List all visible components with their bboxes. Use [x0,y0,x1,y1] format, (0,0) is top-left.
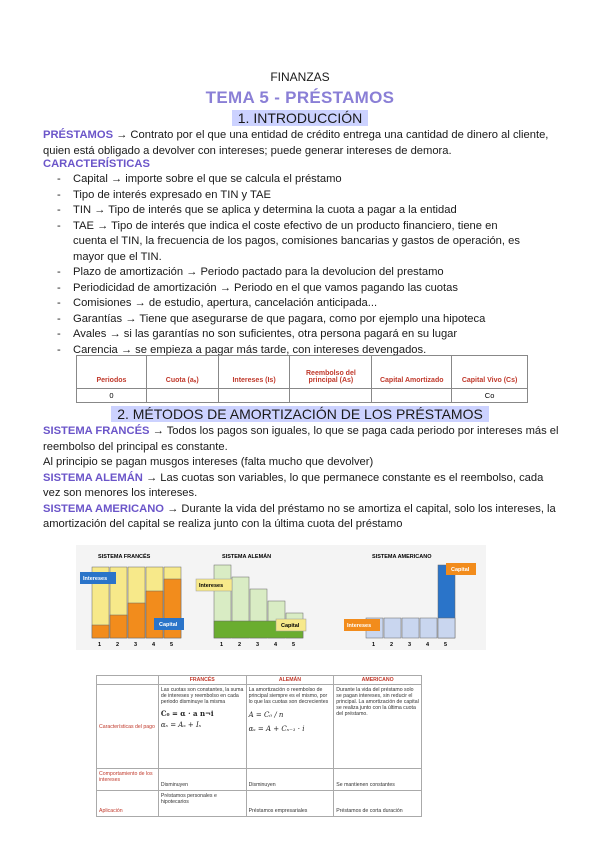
corner-cell [97,676,159,685]
list-item: - Carencia → se empieza a pagar más tarde, con intereses devengados. [43,343,533,359]
characteristics-heading: CARACTERÍSTICAS [43,158,150,170]
table-cell [158,685,246,769]
table-cell: Préstamos empresariales [246,791,334,817]
aleman-interest-label: Intereses [199,583,224,589]
table-cell [372,389,452,403]
table-cell: Se mantienen constantes [334,769,422,791]
chart-title-frances: SISTEMA FRANCÉS [98,554,151,560]
period-tick: 3 [256,642,260,648]
frances-capital-label: Capital [159,622,178,628]
row-label: Comportamiento de los intereses [97,769,159,791]
table-cell: Disminuyen [158,769,246,791]
frances-term: SISTEMA FRANCÉS [43,425,150,437]
frances-bar-capital [110,615,127,638]
americano-text: → Durante la vida del préstamo no se amortiza el capital, solo los intereses, la amortización del capital se realiza junto con la última cuota del préstamo [43,502,556,530]
section-2-heading: 2. MÉTODOS DE AMORTIZACIÓN DE LOS PRÉSTAMOS [111,406,489,422]
col-header: Cuota (aₛ) [146,356,218,389]
formula: C₀ = α · a n¬i [160,709,214,718]
formula: A = C₀ / n [248,711,284,719]
col-header: Reembolso del principal (As) [290,356,372,389]
chart-title-aleman: SISTEMA ALEMÁN [222,554,272,560]
americano-term: SISTEMA AMERICANO [43,502,164,515]
table-cell [146,389,218,403]
frances-bar-capital [92,625,109,638]
frances-bar-capital [146,591,163,638]
period-tick: 2 [116,642,120,648]
characteristics-list [43,172,533,358]
table-cell: Disminuyen [246,769,334,791]
period-tick: 1 [220,642,224,648]
americano-bar-interest [438,618,455,638]
col-header: Intereses (Is) [218,356,290,389]
table-row [97,791,422,817]
prestamos-text: → Contrato por el que una entidad de crédito entrega una cantidad de dinero al cliente, quien está obligado a devolver con intereses; puede generar intereses de demora. [43,129,549,157]
table-row [77,389,528,403]
row-label: Características del pago [97,685,159,769]
chart-title-americano: SISTEMA AMERICANO [372,554,432,560]
frances-note: Al principio se pagan musgos intereses (falta mucho que devolver) [43,456,374,468]
list-item: - Avales → si las garantías no son suficientes, otra persona pagará en su lugar [43,327,533,343]
table-cell: Préstamos de corta duración [334,791,422,817]
amortization-table [76,355,528,403]
cell-text: La amortización o reembolso de principal siempre es el mismo, por lo que las cuotas son decrecientes [248,687,329,705]
prestamos-term: PRÉSTAMOS [43,129,114,141]
table-header-row [77,356,528,389]
period-tick: 2 [238,642,242,648]
frances-text: → Todos los pagos son iguales, lo que se paga cada periodo por intereses más el reembolso del principal es constante. [43,425,559,453]
frances-bar-capital [128,603,145,638]
frances-bars [80,567,184,648]
formula: αₛ = Aₛ + Iₛ [160,721,202,729]
table-cell [246,685,334,769]
period-tick: 4 [274,642,278,648]
period-tick: 5 [292,642,296,648]
section-1-heading-wrap [0,110,600,128]
col-header: Capital Amortizado [372,356,452,389]
list-item: - Plazo de amortización → Periodo pactado para la devolucion del prestamo [43,265,533,281]
period-tick: 1 [372,642,376,648]
aleman-paragraph [43,471,563,502]
col-header: ALEMÁN [246,676,334,685]
table-cell: Durante la vida del préstamo solo se pagan intereses, sin reducir el principal. La amortización de capital se realiza junto con la última cuota del préstamo. [334,685,422,769]
table-cell: 0 [77,389,147,403]
aleman-text: → Las cuotas son variables, lo que permanece constante es el reembolso, cada vez son menores los intereses. [43,471,544,499]
table-cell [218,389,290,403]
formula: αₛ = A + Cₛ₋₁ · i [248,725,305,733]
period-tick: 1 [98,642,102,648]
table-row [97,685,422,769]
americano-paragraph [43,502,563,533]
amortization-systems-chart [76,545,486,650]
prestamos-definition [43,128,563,159]
period-tick: 4 [426,642,430,648]
americano-interest-label: Intereses [347,623,372,629]
period-tick: 3 [408,642,412,648]
frances-paragraph [43,424,563,455]
comparison-header-row [97,676,422,685]
americano-bar-interest [420,618,437,638]
subject-heading: FINANZAS [270,70,330,84]
period-tick: 3 [134,642,138,648]
comparison-table [96,675,422,817]
row-label: Aplicación [97,791,159,817]
list-item: - Tipo de interés expresado en TIN y TAE [43,188,533,204]
list-item: - TIN → Tipo de interés que se aplica y determina la cuota a pagar a la entidad [43,203,533,219]
americano-bar-interest [402,618,419,638]
frances-interest-label: Intereses [83,576,108,582]
list-item: - Periodicidad de amortización → Periodo en el que vamos pagando las cuotas [43,281,533,297]
table-row [97,769,422,791]
period-tick: 5 [444,642,448,648]
list-item: - TAE → Tipo de interés que indica el coste efectivo de un producto financiero, tiene en cuenta el TIN, la frecuencia de los pagos, comisiones bancarias y gastos de operación, es mayor que el TIN. [43,219,533,266]
section-1-heading: 1. INTRODUCCIÓN [232,110,368,126]
col-header: Capital Vivo (Cs) [452,356,528,389]
period-tick: 5 [170,642,174,648]
americano-capital-label: Capital [451,567,470,573]
period-tick: 2 [390,642,394,648]
section-2-heading-wrap [0,406,600,424]
table-cell: Co [452,389,528,403]
list-item: - Capital → importe sobre el que se calcula el préstamo [43,172,533,188]
col-header: FRANCÉS [158,676,246,685]
page-title: TEMA 5 - PRÉSTAMOS [205,88,395,107]
cell-text: Las cuotas son constantes, la suma de intereses y reembolso en cada periodo disminuye la misma [160,687,244,705]
list-item: - Comisiones → de estudio, apertura, cancelación anticipada... [43,296,533,312]
col-header: AMERICANO [334,676,422,685]
aleman-capital-label: Capital [281,623,300,629]
period-tick: 4 [152,642,156,648]
methods-text [43,424,563,533]
americano-bar-interest [384,618,401,638]
col-header: Periodos [77,356,147,389]
table-cell: Préstamos personales e hipotecarios [158,791,246,817]
aleman-term: SISTEMA ALEMÁN [43,471,143,484]
list-item: - Garantías → Tiene que asegurarse de que pagara, como por ejemplo una hipoteca [43,312,533,328]
table-cell [290,389,372,403]
